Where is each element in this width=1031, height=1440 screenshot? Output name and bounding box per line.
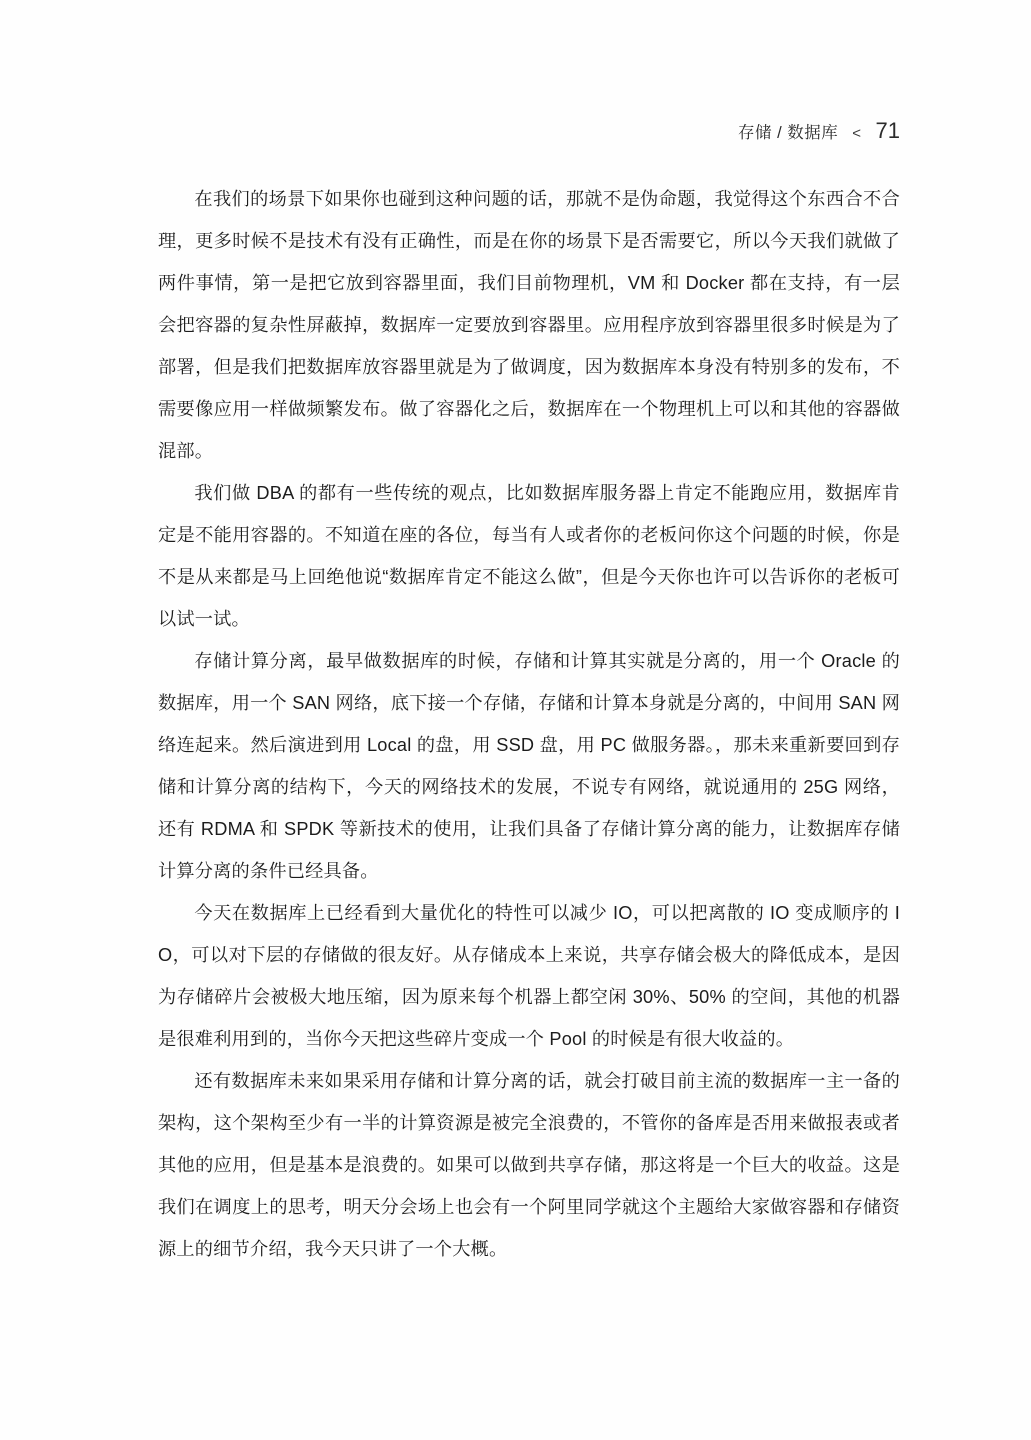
header-section-title: 存储 / 数据库	[737, 124, 839, 142]
body-paragraph: 我们做 DBA 的都有一些传统的观点，比如数据库服务器上肯定不能跑应用，数据库肯定是不能用容器的。不知道在座的各位，每当有人或者你的老板问你这个问题的时候，你是不是从来都是马上回绝他说“数据库肯定不能这么做”，但是今天你也许可以告诉你的老板可以试一试。	[158, 483, 900, 629]
body-paragraph: 在我们的场景下如果你也碰到这种问题的话，那就不是伪命题，我觉得这个东西合不合理，更多时候不是技术有没有正确性，而是在你的场景下是否需要它，所以今天我们就做了两件事情，第一是把它放到容器里面，我们目前物理机，VM 和 Docker 都在支持，有一层会把容器的复杂性屏蔽掉，数据库一定要放到容器里。应用程序放到容器里很多时候是为了部署，但是我们把数据库放容器里就是为了做调度，因为数据库本身没有特别多的发布，不需要像应用一样做频繁发布。做了容器化之后，数据库在一个物理机上可以和其他的容器做混部。	[158, 189, 900, 461]
body-paragraph: 存储计算分离，最早做数据库的时候，存储和计算其实就是分离的，用一个 Oracle 的数据库，用一个 SAN 网络，底下接一个存储，存储和计算本身就是分离的，中间用 SAN 网络连起来。然后演进到用 Local 的盘，用 SSD 盘，用 PC 做服务器。，那未来重新要回到存储和计算分离的结构下，今天的网络技术的发展，不说专有网络，就说通用的 25G 网络，还有 RDMA 和 SPDK 等新技术的使用，让我们具备了存储计算分离的能力，让数据库存储计算分离的条件已经具备。	[158, 651, 900, 881]
page-body	[158, 178, 900, 1270]
page-number: 71	[875, 118, 900, 143]
header-separator-icon: <	[852, 125, 862, 142]
body-paragraph: 今天在数据库上已经看到大量优化的特性可以减少 IO，可以把离散的 IO 变成顺序的 IO，可以对下层的存储做的很友好。从存储成本上来说，共享存储会极大的降低成本，是因为存储碎片会被极大地压缩，因为原来每个机器上都空闲 30%、50% 的空间，其他的机器是很难利用到的，当你今天把这些碎片变成一个 Pool 的时候是有很大收益的。	[158, 903, 900, 1049]
body-paragraph: 还有数据库未来如果采用存储和计算分离的话，就会打破目前主流的数据库一主一备的架构，这个架构至少有一半的计算资源是被完全浪费的，不管你的备库是否用来做报表或者其他的应用，但是基本是浪费的。如果可以做到共享存储，那这将是一个巨大的收益。这是我们在调度上的思考，明天分会场上也会有一个阿里同学就这个主题给大家做容器和存储资源上的细节介绍，我今天只讲了一个大概。	[158, 1071, 900, 1259]
page-header	[738, 118, 900, 144]
